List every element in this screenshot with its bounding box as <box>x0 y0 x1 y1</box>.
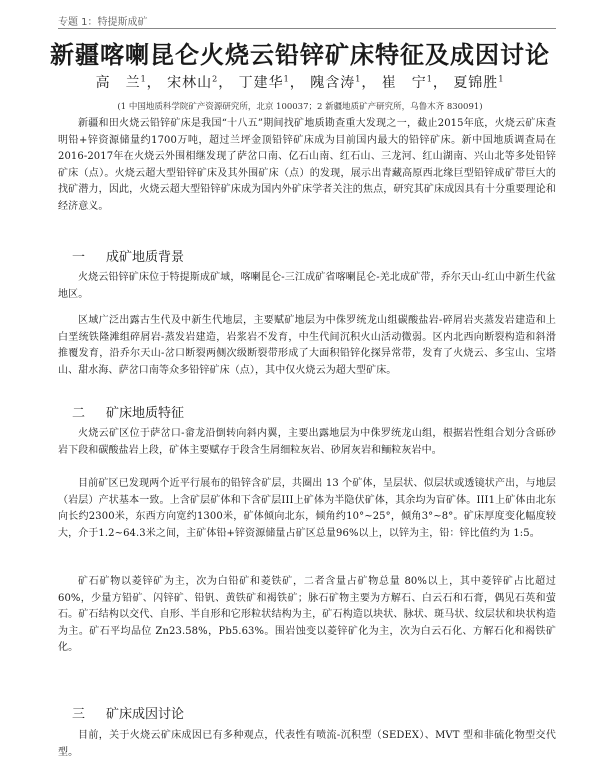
body-paragraph: 目前矿区已发现两个近平行展布的铅锌含矿层，共圈出 13 个矿体，呈层状、似层状或透镜状产出，与地层（岩层）产状基本一致。上含矿层矿体和下含矿层III上矿体为半隐伏矿体，其余均为盲矿体。III1上矿体由北东向长约2300米，东西方向宽约1300米，矿体倾向北东，倾角约10°~25°，倾角3°~8°。矿床厚度变化幅度较大，介于1.2~64.3米之间，主矿体铅+锌资源储量占矿区总量96%以上，以锌为主，铅：锌比值约为 1:5。 <box>58 478 556 539</box>
author: 高 兰$^1$ <box>95 74 147 91</box>
header-divider <box>58 28 556 29</box>
intro-paragraph: 新疆和田火烧云铅锌矿床是我国“十八五”期间找矿地质勘查重大发现之一，截止2015年底，火烧云矿床查明铅+锌资源储量约1700万吨，超过兰坪金顶铅锌矿床成为目前国内最大的铅锌矿床。新中国地质调查局在 2016-2017年在火烧云外围相继发现了萨岔口南、亿石山南、红石山、三龙河、红山湖南、兴山北等多处铅锌矿床（点）。火烧云超大型铅锌矿床及其外围矿床（点）的发现，展示出青藏高原西北缘巨型铅锌成矿带巨大的找矿潜力，因此，火烧云超大型铅锌矿床成为国内外矿床学者关注的焦点，研究其矿床成因具有十分重要理论和经济意义。 <box>58 118 556 212</box>
section-number: 一 <box>72 250 86 265</box>
body-paragraph: 区域广泛出露古生代及中新生代地层，主要赋矿地层为中侏罗统龙山组碳酸盐岩-碎屑岩夹蒸发岩建造和上白垩统铁隆滩组碎屑岩-蒸发岩建造，岩浆岩不发育，中生代间沉积火山活动微弱。区内北西向断裂构造和斜滑推覆发育，沿乔尔天山-岔口断裂两侧次级断裂带形成了大面积铅锌化探异常带，发育了火烧云、多宝山、宝塔山、甜水海、萨岔口南等众多铅锌矿床（点），其中仅火烧云为超大型矿床。 <box>58 315 556 376</box>
section-title: 矿床成因讨论 <box>106 707 185 722</box>
section-title: 矿床地质特征 <box>106 406 185 421</box>
section-number: 二 <box>72 406 86 421</box>
body-paragraph: 目前，关于火烧云矿床成因已有多种观点，代表性有喷流-沉积型（SEDEX）、MVT 型和非硫化物型交代型。 <box>58 730 556 758</box>
affiliation: (1 中国地质科学院矿产资源研究所，北京 100037；2 新疆地质矿产研究所，乌鲁木齐 830091) <box>117 102 483 112</box>
author: 宋林山$^2$ <box>167 74 219 91</box>
author: 丁建华$^1$ <box>238 74 290 91</box>
body-paragraph: 火烧云矿区位于萨岔口-畲龙沿倒转向斜内翼，主要出露地层为中侏罗统龙山组，根据岩性组合划分含砾砂岩下段和碳酸盐岩上段，矿体主要赋存于段含生屑细粒灰岩、砂屑灰岩和鲕粒灰岩中。 <box>58 428 556 456</box>
author: 夏锦胜$^1$ <box>453 74 505 91</box>
section-title: 成矿地质背景 <box>106 250 185 265</box>
section-number: 三 <box>72 707 86 722</box>
paper-title: 新疆喀喇昆仑火烧云铅锌矿床特征及成因讨论 <box>50 41 550 69</box>
author: 隗含涛$^1$ <box>310 74 362 91</box>
author-list: 高 兰$^1$， 宋林山$^2$， 丁建华$^1$， 隗含涛$^1$， 崔 宁$^1$， 夏锦胜$^1$ <box>95 74 505 91</box>
header-tag: 专题 1：特提斯成矿 <box>58 17 148 28</box>
section-heading <box>72 246 184 265</box>
body-paragraph: 火烧云铅锌矿床位于特提斯成矿域，喀喇昆仑-三江成矿省喀喇昆仑-羌北成矿带，乔尔天山-红山中新生代盆地区。 <box>58 272 556 300</box>
section-heading <box>72 703 184 722</box>
body-paragraph: 矿石矿物以菱锌矿为主，次为白铅矿和菱铁矿，二者含量占矿物总量 80%以上，其中菱锌矿占比超过 60%，少量方铅矿、闪锌矿、铅钒、黄铁矿和褐铁矿；脉石矿物主要为方解石、白云石和石膏，偶见石英和萤石。矿石结构以交代、自形、半自形和它形粒状结构为主，矿石构造以块状、脉状、斑马状、纹层状和块状构造为主。矿石平均品位 Zn23.58%，Pb5.63%。围岩蚀变以菱锌矿化为主，次为白云石化、方解石化和褐铁矿化。 <box>58 576 556 654</box>
author: 崔 宁$^1$ <box>381 74 433 91</box>
section-heading <box>72 402 184 421</box>
